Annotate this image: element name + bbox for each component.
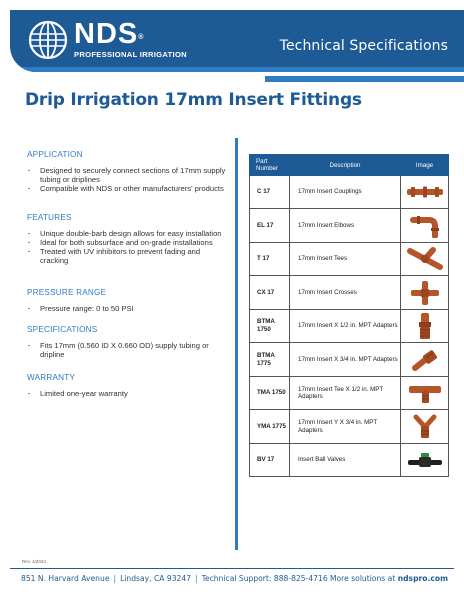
col-header-description: Description <box>290 155 401 176</box>
table-header-row <box>250 155 449 176</box>
section-heading: FEATURES <box>27 213 72 222</box>
male-adapter-angled-icon <box>411 348 439 372</box>
table-row <box>250 243 449 276</box>
bullet-item: · Pressure range: 0 to 50 PSI <box>27 304 227 313</box>
footer-separator: | <box>113 574 117 583</box>
part-number: BV 17 <box>250 444 290 477</box>
section-pressure-range <box>27 288 227 313</box>
table-row <box>250 310 449 343</box>
part-description: 17mm Insert Couplings <box>290 176 401 209</box>
part-description: 17mm Insert Tee X 1/2 in. MPT Adapters <box>290 377 401 410</box>
tee-icon <box>407 247 443 271</box>
section-heading: SPECIFICATIONS <box>27 325 98 334</box>
footer-separator: | <box>195 574 198 583</box>
header-accent-rule <box>265 76 464 82</box>
page-title: Drip Irrigation 17mm Insert Fittings <box>25 90 362 110</box>
part-image-cell <box>401 243 449 276</box>
part-image-cell <box>401 176 449 209</box>
bullet-item: · Treated with UV inhibitors to prevent fading and cracking <box>27 247 227 265</box>
section-warranty <box>27 373 227 398</box>
tee-adapter-icon <box>407 381 443 405</box>
part-image-cell <box>401 444 449 477</box>
part-description: 17mm Insert Y X 3/4 in. MPT Adapters <box>290 410 401 444</box>
part-description: 17mm Insert Elbows <box>290 209 401 243</box>
brand-tagline: PROFESSIONAL IRRIGATION <box>74 50 187 59</box>
header-stripe <box>10 67 464 72</box>
male-adapter-icon <box>415 312 435 340</box>
brand-name: NDS <box>74 18 139 50</box>
section-specifications <box>27 325 227 359</box>
bullet-item: · Designed to securely connect sections of 17mm supply tubing or driplines <box>27 166 227 184</box>
part-number: EL 17 <box>250 209 290 243</box>
table-row <box>250 410 449 444</box>
bullet-item: · Ideal for both subsurface and on-grade installations <box>27 238 227 247</box>
globe-icon <box>28 20 68 60</box>
footer-rule <box>10 568 454 569</box>
table-row <box>250 209 449 243</box>
bullet-item: · Limited one-year warranty <box>27 389 227 398</box>
part-number: TMA 1750 <box>250 377 290 410</box>
elbow-icon <box>409 214 441 238</box>
part-number: CX 17 <box>250 276 290 310</box>
footer-website-link[interactable]: ndspro.com <box>397 574 448 583</box>
bullet-item: · Unique double-barb design allows for easy installation <box>27 229 227 238</box>
column-divider <box>235 138 238 550</box>
part-image-cell <box>401 209 449 243</box>
footer-more-prefix: More solutions at <box>329 574 398 583</box>
table-row <box>250 377 449 410</box>
section-heading: APPLICATION <box>27 150 83 159</box>
part-number: YMA 1775 <box>250 410 290 444</box>
footer-address: 851 N. Harvard Avenue <box>21 574 110 583</box>
table-row <box>250 276 449 310</box>
revision-date: Rev. 4/2024 <box>22 559 46 564</box>
registered-mark: ® <box>138 34 145 41</box>
bullet-item: · Compatible with NDS or other manufacturers' products <box>27 184 227 193</box>
section-application <box>27 150 227 193</box>
footer-city: Lindsay, CA 93247 <box>120 574 192 583</box>
header-banner <box>10 10 464 72</box>
table-row <box>250 444 449 477</box>
part-description: Insert Ball Valves <box>290 444 401 477</box>
bullet-item: · Fits 17mm (0.560 ID X 0.660 OD) supply tubing or dripline <box>27 341 227 359</box>
col-header-image: Image <box>401 155 449 176</box>
header-title: Technical Specifications <box>279 38 448 54</box>
part-image-cell <box>401 310 449 343</box>
section-features <box>27 213 227 265</box>
part-image-cell <box>401 410 449 444</box>
coupling-icon <box>405 184 445 200</box>
part-image-cell <box>401 343 449 377</box>
table-row <box>250 176 449 209</box>
part-number: T 17 <box>250 243 290 276</box>
part-number: BTMA 1750 <box>250 310 290 343</box>
footer-support: Technical Support: 888-825-4716 <box>201 574 328 583</box>
part-description: 17mm Insert Crosses <box>290 276 401 310</box>
part-number: C 17 <box>250 176 290 209</box>
nds-logo[interactable] <box>28 20 187 64</box>
part-description: 17mm Insert X 3/4 in. MPT Adapters <box>290 343 401 377</box>
part-image-cell <box>401 377 449 410</box>
section-heading: PRESSURE RANGE <box>27 288 107 297</box>
part-image-cell <box>401 276 449 310</box>
fittings-table <box>249 154 449 477</box>
ball-valve-icon <box>406 451 444 469</box>
section-heading: WARRANTY <box>27 373 76 382</box>
cross-icon <box>409 280 441 306</box>
part-description: 17mm Insert Tees <box>290 243 401 276</box>
table-row <box>250 343 449 377</box>
part-description: 17mm Insert X 1/2 in. MPT Adapters <box>290 310 401 343</box>
col-header-part-number: Part Number <box>250 155 290 176</box>
y-adapter-icon <box>411 414 439 440</box>
part-number: BTMA 1775 <box>250 343 290 377</box>
